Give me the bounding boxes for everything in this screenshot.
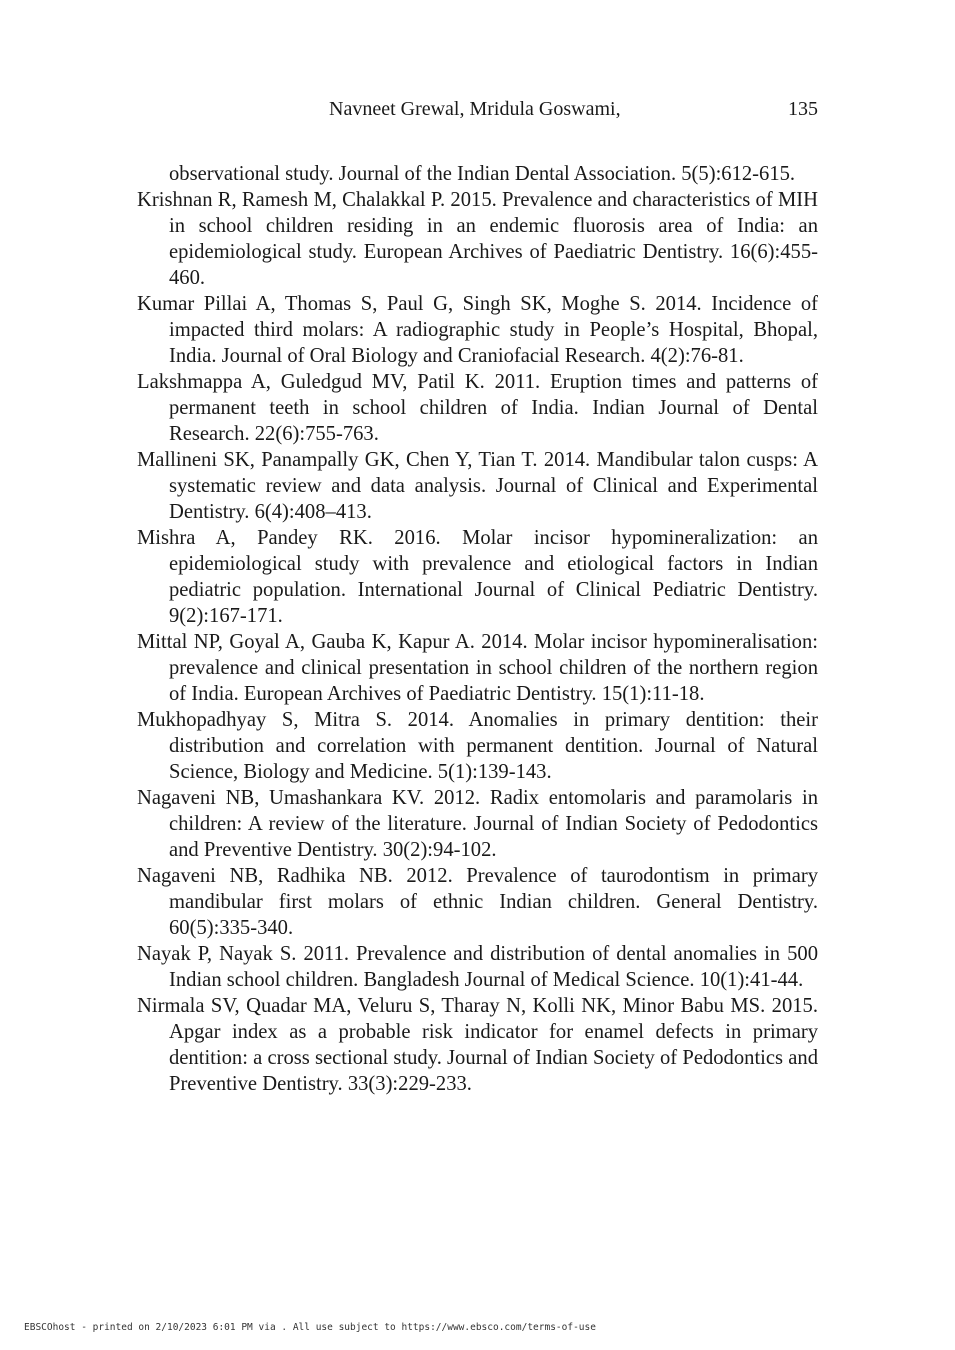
reference-entry: Krishnan R, Ramesh M, Chalakkal P. 2015. Prevalence and characteristics of MIH in school children residing in an endemic fluorosis area of India: an epidemiological study. European Archives of Paediatric Dentistry. 16(6):455-460. [137,189,818,289]
reference-entry: Mukhopadhyay S, Mitra S. 2014. Anomalies in primary dentition: their distribution and correlation with permanent dentition. Journal of Natural Science, Biology and Medicine. 5(1):139-143. [137,709,818,783]
reference-entry: Nayak P, Nayak S. 2011. Prevalence and distribution of dental anomalies in 500 Indian school children. Bangladesh Journal of Medical Science. 10(1):41-44. [137,943,818,991]
reference-entry-continued: observational study. Journal of the Indian Dental Association. 5(5):612-615. [169,163,796,185]
reference-entry: Nagaveni NB, Radhika NB. 2012. Prevalence of taurodontism in primary mandibular first molars of ethnic Indian children. General Dentistry. 60(5):335-340. [137,865,818,939]
reference-entry: Kumar Pillai A, Thomas S, Paul G, Singh SK, Moghe S. 2014. Incidence of impacted third molars: A radiographic study in People’s Hospital, Bhopal, India. Journal of Oral Biology and Craniofacial Research. 4(2):76-81. [137,293,818,367]
print-footer: EBSCOhost - printed on 2/10/2023 6:01 PM via . All use subject to https://www.ebsco.com/terms-of-use [24,1322,596,1333]
header-authors: Navneet Grewal, Mridula Goswami, [329,98,621,120]
reference-entry: Lakshmappa A, Guledgud MV, Patil K. 2011. Eruption times and patterns of permanent teeth in school children of India. Indian Journal of Dental Research. 22(6):755-763. [137,371,818,445]
reference-entry: Nirmala SV, Quadar MA, Veluru S, Tharay N, Kolli NK, Minor Babu MS. 2015. Apgar index as a probable risk indicator for enamel defects in primary dentition: a cross sectional study. Journal of Indian Society of Pedodontics and Preventive Dentistry. 33(3):229-233. [137,995,818,1095]
reference-entry: Mallineni SK, Panampally GK, Chen Y, Tian T. 2014. Mandibular talon cusps: A systematic review and data analysis. Journal of Clinical and Experimental Dentistry. 6(4):408–413. [137,449,818,523]
page-number: 135 [788,98,818,120]
reference-entry: Mittal NP, Goyal A, Gauba K, Kapur A. 2014. Molar incisor hypomineralisation: prevalence and clinical presentation in school children of the northern region of India. European Archives of Paediatric Dentistry. 15(1):11-18. [137,631,818,705]
reference-entry: Nagaveni NB, Umashankara KV. 2012. Radix entomolaris and paramolaris in children: A review of the literature. Journal of Indian Society of Pedodontics and Preventive Dentistry. 30(2):94-102. [137,787,818,861]
reference-list [137,161,818,1097]
reference-entry: Mishra A, Pandey RK. 2016. Molar incisor hypomineralization: an epidemiological study with prevalence and etiological factors in Indian pediatric population. International Journal of Clinical Pediatric Dentistry. 9(2):167-171. [137,527,818,627]
running-header [137,96,818,122]
